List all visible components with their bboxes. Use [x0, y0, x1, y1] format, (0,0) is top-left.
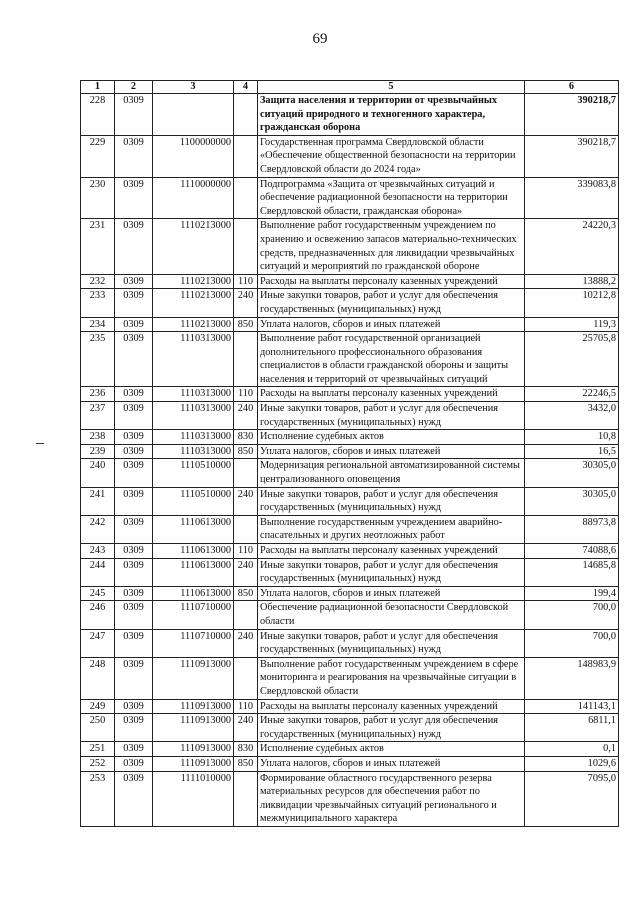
- row-number-cell: 250: [81, 714, 115, 742]
- table-row: [81, 135, 619, 177]
- item-name-cell: Защита населения и территории от чрезвычайных ситуаций природного и техногенного характера, гражданская оборона: [258, 94, 525, 136]
- target-article-cell: 1111010000: [153, 771, 234, 826]
- section-code-cell: 0309: [115, 742, 153, 757]
- expense-type-cell: 110: [234, 699, 258, 714]
- item-name-cell: Исполнение судебных актов: [258, 742, 525, 757]
- amount-cell: 13888,2: [525, 274, 619, 289]
- expense-type-cell: 240: [234, 714, 258, 742]
- amount-cell: 10,8: [525, 430, 619, 445]
- table-row: [81, 332, 619, 387]
- item-name-cell: Иные закупки товаров, работ и услуг для обеспечения государственных (муниципальных) нужд: [258, 289, 525, 317]
- expense-type-cell: 240: [234, 487, 258, 515]
- item-name-cell: Уплата налогов, сборов и иных платежей: [258, 756, 525, 771]
- row-number-cell: 243: [81, 544, 115, 559]
- section-code-cell: 0309: [115, 586, 153, 601]
- target-article-cell: 1110913000: [153, 714, 234, 742]
- amount-cell: 30305,0: [525, 459, 619, 487]
- target-article-cell: 1110313000: [153, 430, 234, 445]
- row-number-cell: 229: [81, 135, 115, 177]
- item-name-cell: Иные закупки товаров, работ и услуг для обеспечения государственных (муниципальных) нужд: [258, 714, 525, 742]
- section-code-cell: 0309: [115, 558, 153, 586]
- table-row: [81, 274, 619, 289]
- section-code-cell: 0309: [115, 657, 153, 699]
- table-row: [81, 699, 619, 714]
- row-number-cell: 235: [81, 332, 115, 387]
- row-number-cell: 249: [81, 699, 115, 714]
- section-code-cell: 0309: [115, 515, 153, 543]
- page-number: 69: [312, 31, 328, 47]
- column-header: 3: [153, 81, 234, 94]
- table-row: [81, 219, 619, 274]
- table-row: [81, 387, 619, 402]
- row-number-cell: 231: [81, 219, 115, 274]
- amount-cell: 6811,1: [525, 714, 619, 742]
- section-code-cell: 0309: [115, 487, 153, 515]
- table-row: [81, 459, 619, 487]
- expense-type-cell: 110: [234, 544, 258, 559]
- section-code-cell: 0309: [115, 699, 153, 714]
- target-article-cell: 1110510000: [153, 487, 234, 515]
- column-header: 4: [234, 81, 258, 94]
- amount-cell: 24220,3: [525, 219, 619, 274]
- section-code-cell: 0309: [115, 756, 153, 771]
- section-code-cell: 0309: [115, 317, 153, 332]
- amount-cell: 0,1: [525, 742, 619, 757]
- target-article-cell: 1110313000: [153, 332, 234, 387]
- expense-type-cell: [234, 459, 258, 487]
- section-code-cell: 0309: [115, 544, 153, 559]
- target-article-cell: 1110313000: [153, 402, 234, 430]
- expense-type-cell: 110: [234, 387, 258, 402]
- expense-type-cell: 240: [234, 629, 258, 657]
- section-code-cell: 0309: [115, 274, 153, 289]
- row-number-cell: 244: [81, 558, 115, 586]
- expense-type-cell: 830: [234, 430, 258, 445]
- expense-type-cell: 850: [234, 586, 258, 601]
- target-article-cell: 1110913000: [153, 699, 234, 714]
- target-article-cell: 1110913000: [153, 742, 234, 757]
- item-name-cell: Уплата налогов, сборов и иных платежей: [258, 444, 525, 459]
- expense-type-cell: 830: [234, 742, 258, 757]
- target-article-cell: 1110000000: [153, 177, 234, 219]
- section-code-cell: 0309: [115, 135, 153, 177]
- row-number-cell: 253: [81, 771, 115, 826]
- row-number-cell: 232: [81, 274, 115, 289]
- item-name-cell: Подпрограмма «Защита от чрезвычайных ситуаций и обеспечение радиационной безопасности на территории Свердловской области, гражданская оборона»: [258, 177, 525, 219]
- section-code-cell: 0309: [115, 601, 153, 629]
- target-article-cell: 1110913000: [153, 657, 234, 699]
- target-article-cell: 1110213000: [153, 274, 234, 289]
- item-name-cell: Обеспечение радиационной безопасности Свердловской области: [258, 601, 525, 629]
- row-number-cell: 230: [81, 177, 115, 219]
- target-article-cell: 1110510000: [153, 459, 234, 487]
- table-row: [81, 629, 619, 657]
- table-row: [81, 177, 619, 219]
- expense-type-cell: [234, 219, 258, 274]
- section-code-cell: 0309: [115, 289, 153, 317]
- target-article-cell: 1110313000: [153, 444, 234, 459]
- item-name-cell: Иные закупки товаров, работ и услуг для обеспечения государственных (муниципальных) нужд: [258, 629, 525, 657]
- item-name-cell: Формирование областного государственного резерва материальных ресурсов для обеспечения работ по ликвидации чрезвычайных ситуаций регионального и межмуниципального характера: [258, 771, 525, 826]
- amount-cell: 22246,5: [525, 387, 619, 402]
- row-number-cell: 252: [81, 756, 115, 771]
- column-header: 5: [258, 81, 525, 94]
- amount-cell: 148983,9: [525, 657, 619, 699]
- amount-cell: 141143,1: [525, 699, 619, 714]
- table-row: [81, 402, 619, 430]
- table-row: [81, 94, 619, 136]
- target-article-cell: 1110213000: [153, 317, 234, 332]
- table-row: [81, 742, 619, 757]
- row-number-cell: 228: [81, 94, 115, 136]
- table-row: [81, 586, 619, 601]
- table-row: [81, 558, 619, 586]
- table-row: [81, 487, 619, 515]
- amount-cell: 16,5: [525, 444, 619, 459]
- item-name-cell: Расходы на выплаты персоналу казенных учреждений: [258, 699, 525, 714]
- item-name-cell: Выполнение работ государственным учреждением по хранению и освежению запасов материально-технических средств, предназначенных для ликвидации чрезвычайных ситуаций и мероприятий по гражданской обороне: [258, 219, 525, 274]
- expense-type-cell: [234, 135, 258, 177]
- expense-type-cell: [234, 332, 258, 387]
- row-number-cell: 237: [81, 402, 115, 430]
- section-code-cell: 0309: [115, 177, 153, 219]
- item-name-cell: Расходы на выплаты персоналу казенных учреждений: [258, 274, 525, 289]
- expense-type-cell: [234, 515, 258, 543]
- item-name-cell: Выполнение государственным учреждением аварийно-спасательных и других неотложных работ: [258, 515, 525, 543]
- row-number-cell: 248: [81, 657, 115, 699]
- table-row: [81, 289, 619, 317]
- row-number-cell: 238: [81, 430, 115, 445]
- section-code-cell: 0309: [115, 444, 153, 459]
- amount-cell: 339083,8: [525, 177, 619, 219]
- table-row: [81, 544, 619, 559]
- target-article-cell: 1110613000: [153, 586, 234, 601]
- amount-cell: 7095,0: [525, 771, 619, 826]
- section-code-cell: 0309: [115, 629, 153, 657]
- target-article-cell: 1110710000: [153, 629, 234, 657]
- section-code-cell: 0309: [115, 430, 153, 445]
- amount-cell: 10212,8: [525, 289, 619, 317]
- table-row: [81, 756, 619, 771]
- amount-cell: 25705,8: [525, 332, 619, 387]
- amount-cell: 74088,6: [525, 544, 619, 559]
- section-code-cell: 0309: [115, 402, 153, 430]
- table-body: [81, 94, 619, 827]
- section-code-cell: 0309: [115, 332, 153, 387]
- amount-cell: 700,0: [525, 629, 619, 657]
- section-code-cell: 0309: [115, 387, 153, 402]
- column-header: 1: [81, 81, 115, 94]
- table-row: [81, 601, 619, 629]
- table-header-row: [81, 81, 619, 94]
- expense-type-cell: [234, 601, 258, 629]
- item-name-cell: Расходы на выплаты персоналу казенных учреждений: [258, 387, 525, 402]
- item-name-cell: Государственная программа Свердловской области «Обеспечение общественной безопасности на территории Свердловской области до 2024 года»: [258, 135, 525, 177]
- table-row: [81, 430, 619, 445]
- amount-cell: 88973,8: [525, 515, 619, 543]
- column-header: 6: [525, 81, 619, 94]
- expense-type-cell: [234, 657, 258, 699]
- section-code-cell: 0309: [115, 94, 153, 136]
- amount-cell: 390218,7: [525, 94, 619, 136]
- column-header: 2: [115, 81, 153, 94]
- table-row: [81, 444, 619, 459]
- row-number-cell: 236: [81, 387, 115, 402]
- expense-type-cell: 850: [234, 317, 258, 332]
- budget-table: [80, 80, 619, 827]
- target-article-cell: 1110710000: [153, 601, 234, 629]
- section-code-cell: 0309: [115, 219, 153, 274]
- table-row: [81, 714, 619, 742]
- item-name-cell: Иные закупки товаров, работ и услуг для обеспечения государственных (муниципальных) нужд: [258, 402, 525, 430]
- section-code-cell: 0309: [115, 459, 153, 487]
- amount-cell: 3432,0: [525, 402, 619, 430]
- row-number-cell: 242: [81, 515, 115, 543]
- target-article-cell: 1110213000: [153, 289, 234, 317]
- table-row: [81, 317, 619, 332]
- item-name-cell: Выполнение работ государственной организацией дополнительного профессионального образования специалистов в области гражданской обороны и защиты населения и территорий от чрезвычайных ситуаций: [258, 332, 525, 387]
- row-number-cell: 247: [81, 629, 115, 657]
- item-name-cell: Уплата налогов, сборов и иных платежей: [258, 586, 525, 601]
- amount-cell: 1029,6: [525, 756, 619, 771]
- expense-type-cell: 850: [234, 756, 258, 771]
- section-code-cell: 0309: [115, 714, 153, 742]
- row-number-cell: 240: [81, 459, 115, 487]
- row-number-cell: 246: [81, 601, 115, 629]
- row-number-cell: 234: [81, 317, 115, 332]
- target-article-cell: 1110613000: [153, 558, 234, 586]
- target-article-cell: 1110313000: [153, 387, 234, 402]
- row-number-cell: 251: [81, 742, 115, 757]
- item-name-cell: Иные закупки товаров, работ и услуг для обеспечения государственных (муниципальных) нужд: [258, 487, 525, 515]
- row-number-cell: 239: [81, 444, 115, 459]
- expense-type-cell: 240: [234, 402, 258, 430]
- expense-type-cell: [234, 94, 258, 136]
- target-article-cell: 1110213000: [153, 219, 234, 274]
- item-name-cell: Выполнение работ государственным учреждением в сфере мониторинга и реагирования на чрезвычайные ситуации в Свердловской области: [258, 657, 525, 699]
- row-number-cell: 233: [81, 289, 115, 317]
- amount-cell: 14685,8: [525, 558, 619, 586]
- target-article-cell: 1110613000: [153, 515, 234, 543]
- amount-cell: 390218,7: [525, 135, 619, 177]
- expense-type-cell: 850: [234, 444, 258, 459]
- table-row: [81, 771, 619, 826]
- amount-cell: 700,0: [525, 601, 619, 629]
- amount-cell: 30305,0: [525, 487, 619, 515]
- target-article-cell: [153, 94, 234, 136]
- item-name-cell: Исполнение судебных актов: [258, 430, 525, 445]
- amount-cell: 119,3: [525, 317, 619, 332]
- expense-type-cell: [234, 771, 258, 826]
- expense-type-cell: 240: [234, 289, 258, 317]
- amount-cell: 199,4: [525, 586, 619, 601]
- expense-type-cell: 110: [234, 274, 258, 289]
- expense-type-cell: 240: [234, 558, 258, 586]
- target-article-cell: 1110913000: [153, 756, 234, 771]
- item-name-cell: Иные закупки товаров, работ и услуг для обеспечения государственных (муниципальных) нужд: [258, 558, 525, 586]
- row-number-cell: 241: [81, 487, 115, 515]
- item-name-cell: Расходы на выплаты персоналу казенных учреждений: [258, 544, 525, 559]
- item-name-cell: Уплата налогов, сборов и иных платежей: [258, 317, 525, 332]
- target-article-cell: 1110613000: [153, 544, 234, 559]
- row-number-cell: 245: [81, 586, 115, 601]
- table-row: [81, 515, 619, 543]
- section-code-cell: 0309: [115, 771, 153, 826]
- target-article-cell: 1100000000: [153, 135, 234, 177]
- margin-mark: [36, 443, 44, 444]
- expense-type-cell: [234, 177, 258, 219]
- table-row: [81, 657, 619, 699]
- item-name-cell: Модернизация региональной автоматизированной системы централизованного оповещения: [258, 459, 525, 487]
